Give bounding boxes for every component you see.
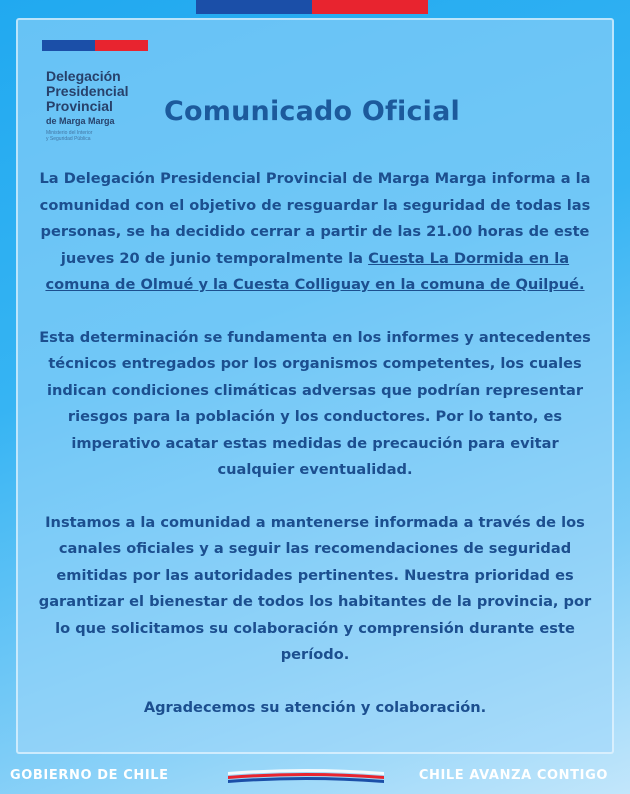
- logo-sub-1: Ministerio del Interior: [46, 130, 93, 136]
- closing-line: Agradecemos su atención y colaboración.: [143, 698, 487, 716]
- communique-panel: [16, 18, 614, 754]
- paragraph-2: Esta determinación se fundamenta en los informes y antecedentes técnicos entregados por los organismos competentes, los cuales indican condiciones climáticas adversas que podrían representar riesgos para la población y los conductores. Por lo tanto, es imperativo acatar estas medidas de precaución para evitar cualquier eventualidad.: [39, 328, 591, 478]
- top-bar-blue: [196, 0, 312, 14]
- logo-bar-red: [95, 40, 148, 51]
- logo-line-1: Delegación: [46, 68, 121, 84]
- logo-line-2: Presidencial: [46, 83, 129, 99]
- communique-body: [32, 166, 598, 747]
- page-title: Comunicado Oficial: [164, 96, 460, 127]
- logo-flag-bar: [42, 40, 148, 51]
- logo-line-3: Provincial: [46, 98, 113, 114]
- logo-sub-2: y Seguridad Pública: [46, 136, 91, 142]
- swoosh-icon: [226, 764, 386, 786]
- paragraph-1-underlined: Cuesta La Dormida en la comuna de Olmué y la Cuesta Colliguay en la comuna de Quilpué.: [45, 249, 585, 293]
- logo-bar-blue: [42, 40, 95, 51]
- top-flag-bar: [196, 0, 428, 14]
- top-bar-red: [312, 0, 428, 14]
- footer-chile-avanza-contigo: CHILE AVANZA CONTIGO: [418, 768, 608, 783]
- logo-line-4: de Marga Marga: [46, 116, 115, 126]
- paragraph-1: [32, 166, 598, 299]
- footer-gobierno-de-chile: GOBIERNO DE CHILE: [10, 768, 169, 783]
- paragraph-3: Instamos a la comunidad a mantenerse informada a través de los canales oficiales y a seguir las recomendaciones de seguridad emitidas por las autoridades pertinentes. Nuestra prioridad es garantizar el bienestar de todos los habitantes de la provincia, por lo que solicitamos su colaboración y comprensión durante este período.: [38, 513, 592, 663]
- paragraph-1-text: La Delegación Presidencial Provincial de Marga Marga informa a la comunidad con el objetivo de resguardar la seguridad de todas las personas, se ha decidido cerrar a partir de las 21.00 horas de este jueves 20 de junio temporalmente la: [39, 170, 591, 267]
- delegacion-logo: [46, 69, 156, 142]
